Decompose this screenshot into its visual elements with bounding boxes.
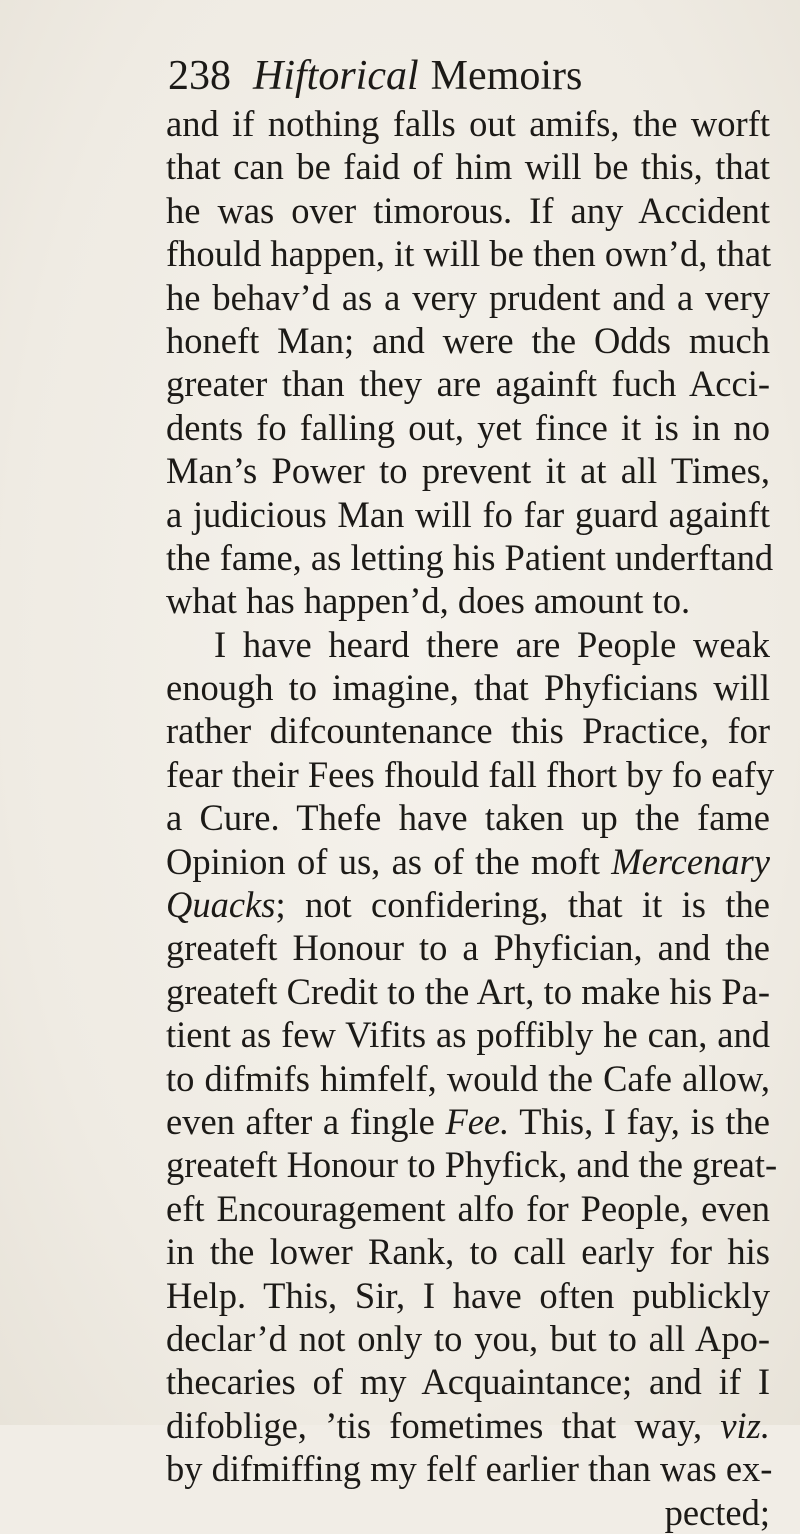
text-segment: I have heard there are People weak <box>214 623 770 665</box>
text-line <box>166 579 770 622</box>
italic-text: Mercenary <box>611 840 770 882</box>
header-title-italic: Hiftorical <box>253 53 419 99</box>
header-title-roman: Memoirs <box>430 53 583 99</box>
text-line <box>166 1491 770 1534</box>
text-line <box>166 1274 770 1317</box>
text-line <box>166 276 770 319</box>
text-segment: greateft Honour to Phyfick, and the great- <box>166 1144 778 1186</box>
text-segment: Help. This, Sir, I have often publickly <box>166 1274 770 1316</box>
text-segment: This, I fay, is the <box>509 1100 770 1142</box>
italic-text: Fee. <box>445 1100 510 1142</box>
text-segment: a Cure. Thefe have taken up the fame <box>166 797 770 839</box>
text-line <box>166 1143 778 1186</box>
text-segment: to difmifs himfelf, would the Cafe allow, <box>166 1057 770 1099</box>
text-line <box>166 362 770 405</box>
text-segment: ; not confidering, that it is the <box>275 884 770 926</box>
text-segment: rather difcountenance this Practice, for <box>166 710 770 752</box>
text-line <box>166 883 770 926</box>
text-line <box>166 189 770 232</box>
text-segment: even after a fingle <box>166 1100 446 1142</box>
body-text <box>166 102 778 1534</box>
text-segment: Man’s Power to prevent it at all Times, <box>166 450 770 492</box>
text-segment: enough to imagine, that Phyficians will <box>166 667 770 709</box>
text-line <box>166 406 770 449</box>
text-segment: that can be faid of him will be this, that <box>166 146 770 188</box>
text-segment: a judicious Man will fo far guard againft <box>166 493 770 535</box>
text-segment: dents fo falling out, yet fince it is in no <box>166 406 770 448</box>
text-line <box>166 1013 770 1056</box>
text-segment: what has happen’d, does amount to. <box>166 580 691 622</box>
text-line <box>166 232 770 275</box>
text-segment: fear their Fees fhould fall fhort by fo eafy <box>166 753 775 795</box>
text-line <box>166 319 770 362</box>
text-line <box>166 536 774 579</box>
page-number: 238 <box>168 53 231 99</box>
text-segment: the fame, as letting his Patient underftand <box>166 536 774 578</box>
text-line <box>166 1187 770 1230</box>
text-line <box>166 666 770 709</box>
text-segment: greateft Honour to a Phyfician, and the <box>166 927 770 969</box>
text-segment: greater than they are againft fuch Acci- <box>166 363 770 405</box>
text-line <box>166 493 770 536</box>
text-segment: greateft Credit to the Art, to make his Pa- <box>166 970 770 1012</box>
text-segment: he was over timorous. If any Accident <box>166 189 770 231</box>
text-line <box>166 623 770 666</box>
text-segment: tient as few Vifits as poffibly he can, and <box>166 1014 770 1056</box>
italic-text: viz. <box>720 1404 770 1446</box>
text-segment: thecaries of my Acquaintance; and if I <box>166 1361 770 1403</box>
running-header <box>168 52 582 100</box>
text-line <box>166 1447 773 1490</box>
text-line <box>166 753 775 796</box>
text-line <box>166 1404 770 1447</box>
text-segment: by difmiffing my felf earlier than was ex- <box>166 1448 773 1490</box>
text-line <box>166 102 770 145</box>
text-line <box>166 449 770 492</box>
text-line <box>166 796 770 839</box>
text-line <box>166 926 770 969</box>
text-line <box>166 709 770 752</box>
text-segment: Opinion of us, as of the moft <box>166 840 612 882</box>
text-segment: honeft Man; and were the Odds much <box>166 319 770 361</box>
text-segment: he behav’d as a very prudent and a very <box>166 276 770 318</box>
text-line <box>166 840 770 883</box>
text-line <box>166 970 770 1013</box>
text-line <box>166 1057 770 1100</box>
italic-text: Quacks <box>166 884 276 926</box>
text-segment: declar’d not only to you, but to all Apo- <box>166 1317 770 1359</box>
text-segment: difoblige, ’tis fometimes that way, <box>166 1404 721 1446</box>
text-line <box>166 1360 770 1403</box>
text-segment: and if nothing falls out amifs, the worft <box>166 103 770 144</box>
text-segment: pected; <box>664 1491 770 1533</box>
text-segment: fhould happen, it will be then own’d, that <box>166 233 772 275</box>
text-line <box>166 1230 770 1273</box>
text-segment: in the lower Rank, to call early for his <box>166 1231 770 1273</box>
text-segment: eft Encouragement alfo for People, even <box>166 1187 770 1229</box>
text-line <box>166 1100 770 1143</box>
text-line <box>166 1317 770 1360</box>
text-line <box>166 145 770 188</box>
